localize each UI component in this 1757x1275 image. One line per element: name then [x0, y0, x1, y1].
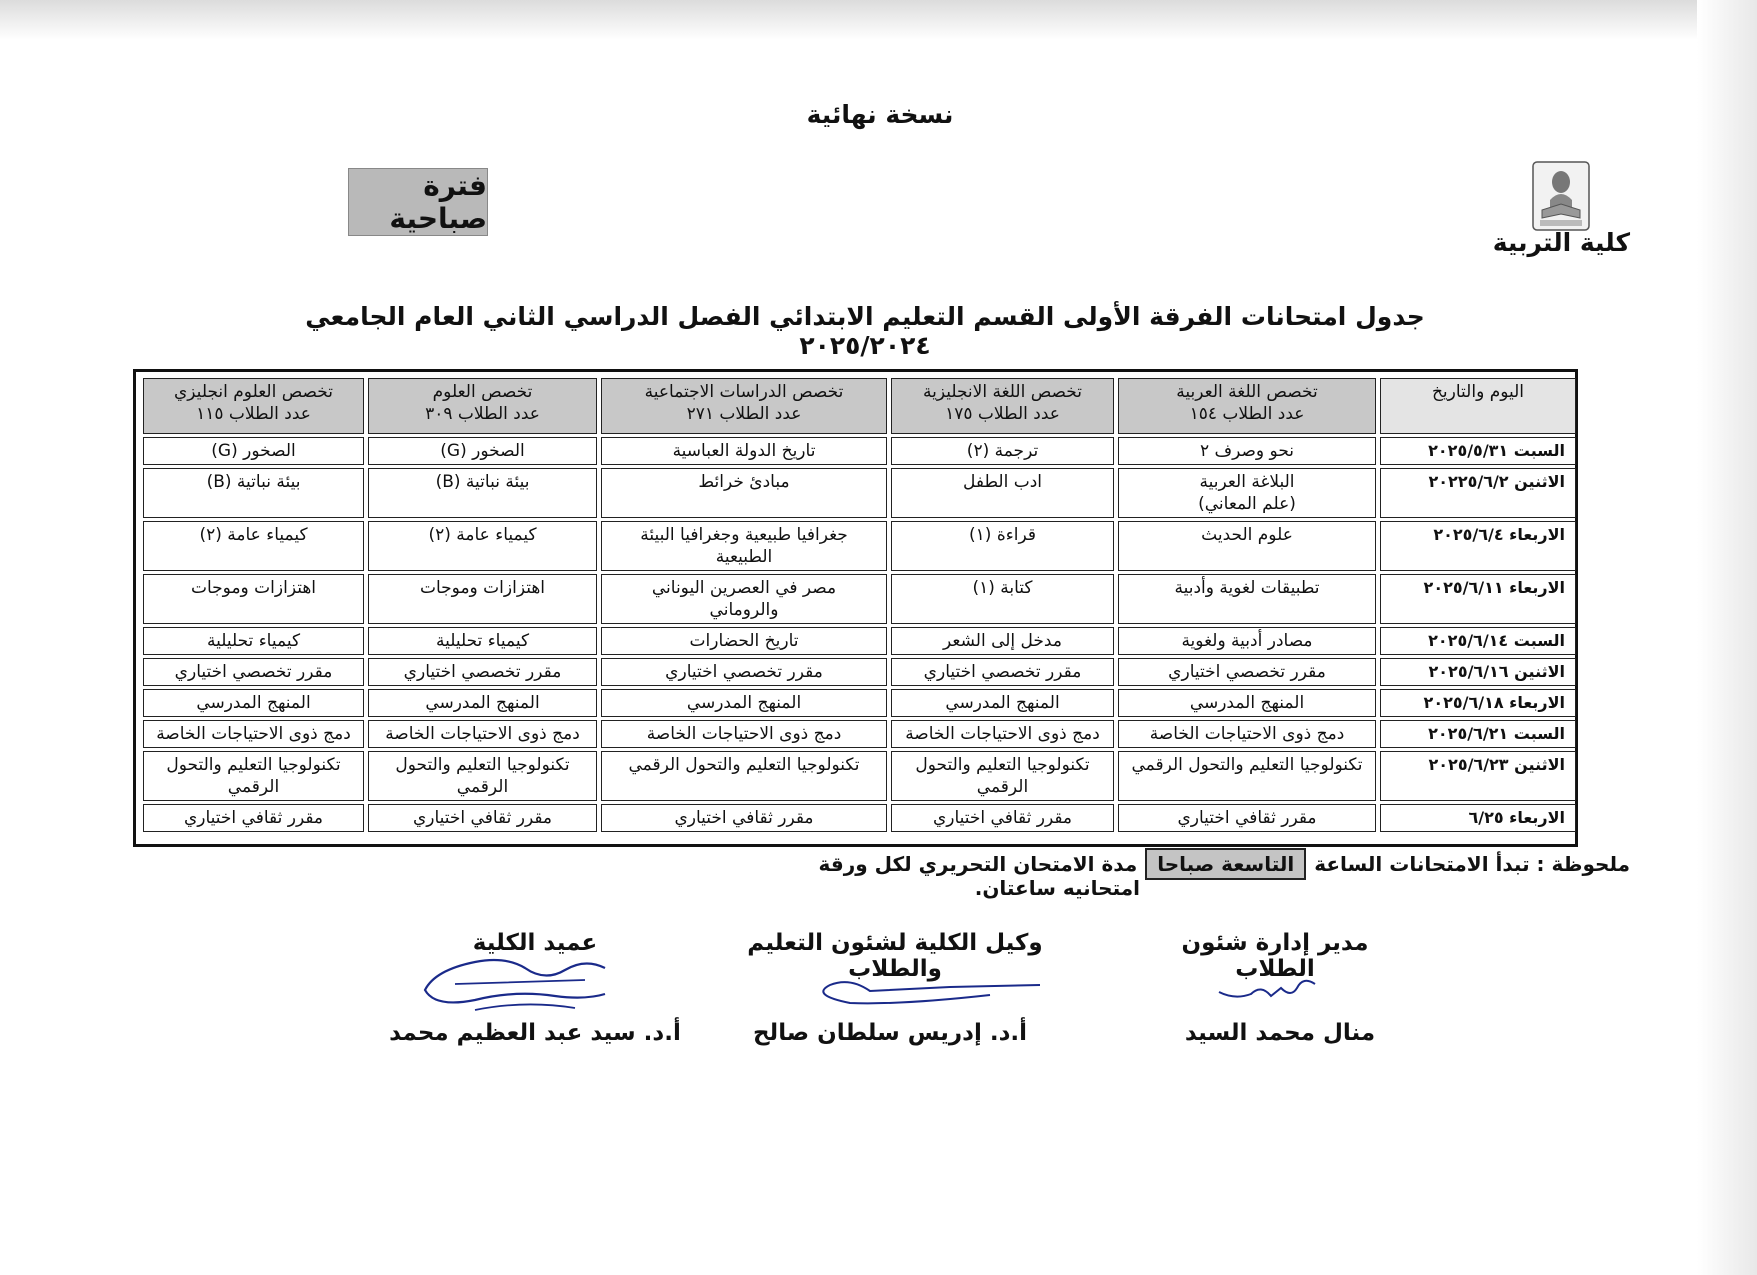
table-row: [143, 574, 1576, 624]
cell-social-studies: جغرافيا طبيعية وجغرافيا البيئة الطبيعية: [601, 521, 887, 571]
exam-schedule-table: [139, 375, 1580, 835]
note-suffix: مدة الامتحان التحريري لكل ورقة: [818, 852, 1138, 876]
scan-edge-top: [0, 0, 1757, 40]
cell-arabic: دمج ذوى الاحتياجات الخاصة: [1118, 720, 1376, 748]
cell-arabic: تكنولوجيا التعليم والتحول الرقمي: [1118, 751, 1376, 801]
header-science: تخصص العلوم عدد الطلاب ٣٠٩: [368, 378, 597, 434]
cell-social-studies: تاريخ الحضارات: [601, 627, 887, 655]
shift-label: فترة صباحية: [348, 168, 488, 236]
scan-edge-right: [1697, 0, 1757, 1275]
cell-science: دمج ذوى الاحتياجات الخاصة: [368, 720, 597, 748]
table-row: [143, 689, 1576, 717]
table-row: [143, 521, 1576, 571]
table-row: [143, 804, 1576, 832]
signature-title-vice-dean: وكيل الكلية لشئون التعليم والطلاب: [747, 930, 1043, 982]
cell-social-studies: دمج ذوى الاحتياجات الخاصة: [601, 720, 887, 748]
cell-science: كيمياء عامة (٢): [368, 521, 597, 571]
cell-day-date: الاثنين ٢٠٢٢٥/٦/٢: [1380, 468, 1576, 518]
cell-day-date: الاربعاء ٢٠٢٥/٦/٤: [1380, 521, 1576, 571]
university-seal-icon: [1530, 160, 1592, 232]
cell-day-date: السبت ٢٠٢٥/٥/٣١: [1380, 437, 1576, 465]
signature-dean-icon: [415, 950, 615, 1030]
faculty-name: كلية التربية: [1492, 228, 1630, 257]
signature-vice-dean-icon: [790, 965, 1050, 1015]
cell-science-english: كيمياء عامة (٢): [143, 521, 364, 571]
header-social-studies: تخصص الدراسات الاجتماعية عدد الطلاب ٢٧١: [601, 378, 887, 434]
cell-day-date: الاثنين ٢٠٢٥/٦/١٦: [1380, 658, 1576, 686]
table-row: [143, 658, 1576, 686]
cell-science: المنهج المدرسي: [368, 689, 597, 717]
cell-arabic: مقرر تخصصي اختياري: [1118, 658, 1376, 686]
cell-arabic: مقرر ثقافي اختياري: [1118, 804, 1376, 832]
table-header-row: [143, 378, 1576, 434]
table-row: [143, 468, 1576, 518]
cell-science-english: بيئة نباتية (B): [143, 468, 364, 518]
cell-science-english: دمج ذوى الاحتياجات الخاصة: [143, 720, 364, 748]
cell-day-date: السبت ٢٠٢٥/٦/١٤: [1380, 627, 1576, 655]
cell-social-studies: تاريخ الدولة العباسية: [601, 437, 887, 465]
signature-name-student-affairs: منال محمد السيد: [1184, 1020, 1376, 1046]
table-row: [143, 751, 1576, 801]
cell-arabic: نحو وصرف ٢: [1118, 437, 1376, 465]
header-english: تخصص اللغة الانجليزية عدد الطلاب ١٧٥: [891, 378, 1114, 434]
schedule-title: جدول امتحانات الفرقة الأولى القسم التعليم الابتدائي الفصل الدراسي الثاني العام الجامعي ٢٠٢٥/٢٠٢٤: [305, 302, 1425, 360]
cell-science-english: اهتزازات وموجات: [143, 574, 364, 624]
exam-note-line2: امتحانيه ساعتان.: [974, 876, 1140, 900]
cell-arabic: المنهج المدرسي: [1118, 689, 1376, 717]
cell-arabic: علوم الحديث: [1118, 521, 1376, 571]
cell-day-date: الاثنين ٢٠٢٥/٦/٢٣: [1380, 751, 1576, 801]
cell-social-studies: مبادئ خرائط: [601, 468, 887, 518]
cell-day-date: الاربعاء ٦/٢٥: [1380, 804, 1576, 832]
cell-science-english: الصخور (G): [143, 437, 364, 465]
cell-english: تكنولوجيا التعليم والتحول الرقمي: [891, 751, 1114, 801]
cell-science: مقرر ثقافي اختياري: [368, 804, 597, 832]
cell-english: مقرر ثقافي اختياري: [891, 804, 1114, 832]
document-status: نسخة نهائية: [806, 100, 954, 129]
cell-science-english: مقرر ثقافي اختياري: [143, 804, 364, 832]
cell-science-english: تكنولوجيا التعليم والتحول الرقمي: [143, 751, 364, 801]
cell-social-studies: مقرر تخصصي اختياري: [601, 658, 887, 686]
cell-english: دمج ذوى الاحتياجات الخاصة: [891, 720, 1114, 748]
table-row: [143, 627, 1576, 655]
cell-day-date: الاربعاء ٢٠٢٥/٦/١١: [1380, 574, 1576, 624]
cell-english: المنهج المدرسي: [891, 689, 1114, 717]
cell-science: بيئة نباتية (B): [368, 468, 597, 518]
cell-social-studies: مقرر ثقافي اختياري: [601, 804, 887, 832]
cell-social-studies: المنهج المدرسي: [601, 689, 887, 717]
cell-science: كيمياء تحليلية: [368, 627, 597, 655]
cell-science: اهتزازات وموجات: [368, 574, 597, 624]
signature-name-dean: أ.د. سيد عبد العظيم محمد: [389, 1020, 681, 1046]
cell-science: مقرر تخصصي اختياري: [368, 658, 597, 686]
cell-day-date: السبت ٢٠٢٥/٦/٢١: [1380, 720, 1576, 748]
cell-english: ترجمة (٢): [891, 437, 1114, 465]
cell-english: مقرر تخصصي اختياري: [891, 658, 1114, 686]
signature-title-dean: عميد الكلية: [472, 930, 598, 956]
cell-science-english: المنهج المدرسي: [143, 689, 364, 717]
cell-social-studies: مصر في العصرين اليوناني والروماني: [601, 574, 887, 624]
cell-science-english: مقرر تخصصي اختياري: [143, 658, 364, 686]
note-prefix: ملحوظة : تبدأ الامتحانات الساعة: [1314, 852, 1630, 876]
cell-arabic: مصادر أدبية ولغوية: [1118, 627, 1376, 655]
cell-science: الصخور (G): [368, 437, 597, 465]
signature-name-vice-dean: أ.د. إدريس سلطان صالح: [752, 1020, 1027, 1046]
cell-english: كتابة (١): [891, 574, 1114, 624]
cell-social-studies: تكنولوجيا التعليم والتحول الرقمي: [601, 751, 887, 801]
signature-student-affairs-icon: [1205, 970, 1325, 1010]
signature-title-student-affairs: مدير إدارة شئون الطلاب: [1181, 930, 1369, 982]
table-row: [143, 720, 1576, 748]
table-body: [143, 437, 1576, 832]
cell-english: مدخل إلى الشعر: [891, 627, 1114, 655]
cell-arabic: البلاغة العربية (علم المعاني): [1118, 468, 1376, 518]
note-time-box: التاسعة صباحا: [1145, 848, 1306, 880]
cell-science: تكنولوجيا التعليم والتحول الرقمي: [368, 751, 597, 801]
header-day-date: اليوم والتاريخ: [1380, 378, 1576, 434]
cell-english: قراءة (١): [891, 521, 1114, 571]
header-science-english: تخصص العلوم انجليزي عدد الطلاب ١١٥: [143, 378, 364, 434]
table-row: [143, 437, 1576, 465]
cell-day-date: الاربعاء ٢٠٢٥/٦/١٨: [1380, 689, 1576, 717]
cell-english: ادب الطفل: [891, 468, 1114, 518]
cell-arabic: تطبيقات لغوية وأدبية: [1118, 574, 1376, 624]
header-arabic: تخصص اللغة العربية عدد الطلاب ١٥٤: [1118, 378, 1376, 434]
cell-science-english: كيمياء تحليلية: [143, 627, 364, 655]
